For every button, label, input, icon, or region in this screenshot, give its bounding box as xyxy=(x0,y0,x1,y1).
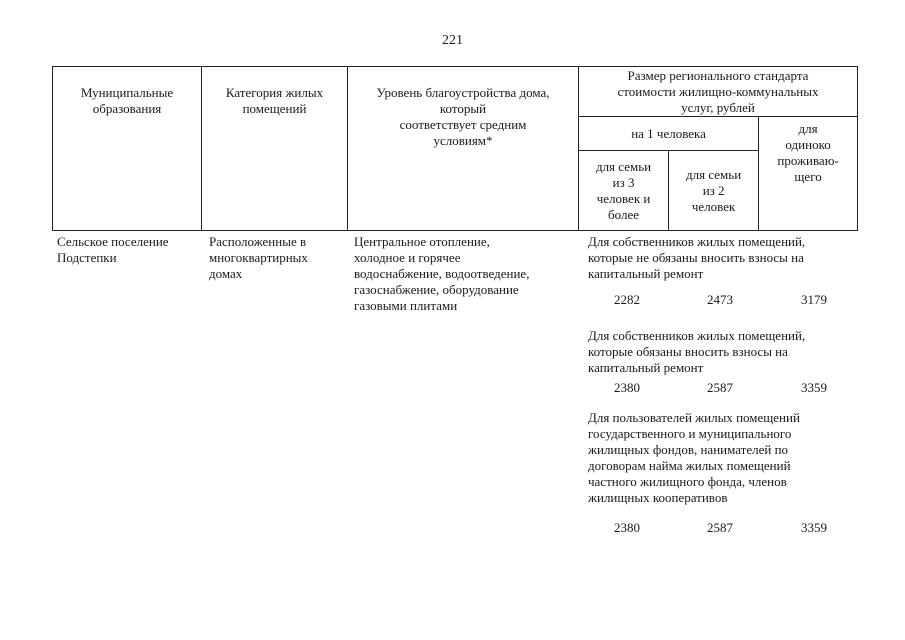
group-1-single-value: 3179 xyxy=(801,292,827,307)
header-family2: для семьи из 2 человек xyxy=(669,151,759,231)
group-2-family2-value: 2587 xyxy=(707,380,733,395)
group-2-description: Для собственников жилых помещений, которые обязаны вносить взносы на капитальный ремонт xyxy=(588,328,806,375)
group-2-family3-value: 2380 xyxy=(614,380,640,395)
group-3-single-value: 3359 xyxy=(801,520,827,535)
cell-category: Расположенные в многоквартирных домах xyxy=(209,234,308,281)
group-3-family2-value: 2587 xyxy=(707,520,733,535)
cell-municipality: Сельское поселение Подстепки xyxy=(57,234,169,265)
header-category: Категория жилых помещений xyxy=(202,67,348,231)
group-2-single-value: 3359 xyxy=(801,380,827,395)
header-single: для одиноко проживаю- щего xyxy=(759,117,858,231)
group-1-family3-value: 2282 xyxy=(614,292,640,307)
group-3-family3-value: 2380 xyxy=(614,520,640,535)
page-number: 221 xyxy=(442,33,463,48)
group-1-family2-value: 2473 xyxy=(707,292,733,307)
header-per-person: на 1 человека xyxy=(579,117,759,151)
group-3-description: Для пользователей жилых помещений государственного и муниципального жилищных фондов, нанимателей по договорам найма жилых помещений частного жилищного фонда, членов жилищных кооперативов xyxy=(588,410,800,505)
group-1-description: Для собственников жилых помещений, которые не обязаны вносить взносы на капитальный ремонт xyxy=(588,234,806,281)
header-level: Уровень благоустройства дома, который соответствует средним условиям* xyxy=(348,67,579,231)
header-family3: для семьи из 3 человек и более xyxy=(579,151,669,231)
cell-level: Центральное отопление, холодное и горячее водоснабжение, водоотведение, газоснабжение, оборудование газовыми плитами xyxy=(354,234,530,313)
header-standard: Размер регионального стандарта стоимости жилищно-коммунальных услуг, рублей xyxy=(579,67,858,117)
table-header xyxy=(52,66,858,231)
header-municipality: Муниципальные образования xyxy=(53,67,202,231)
